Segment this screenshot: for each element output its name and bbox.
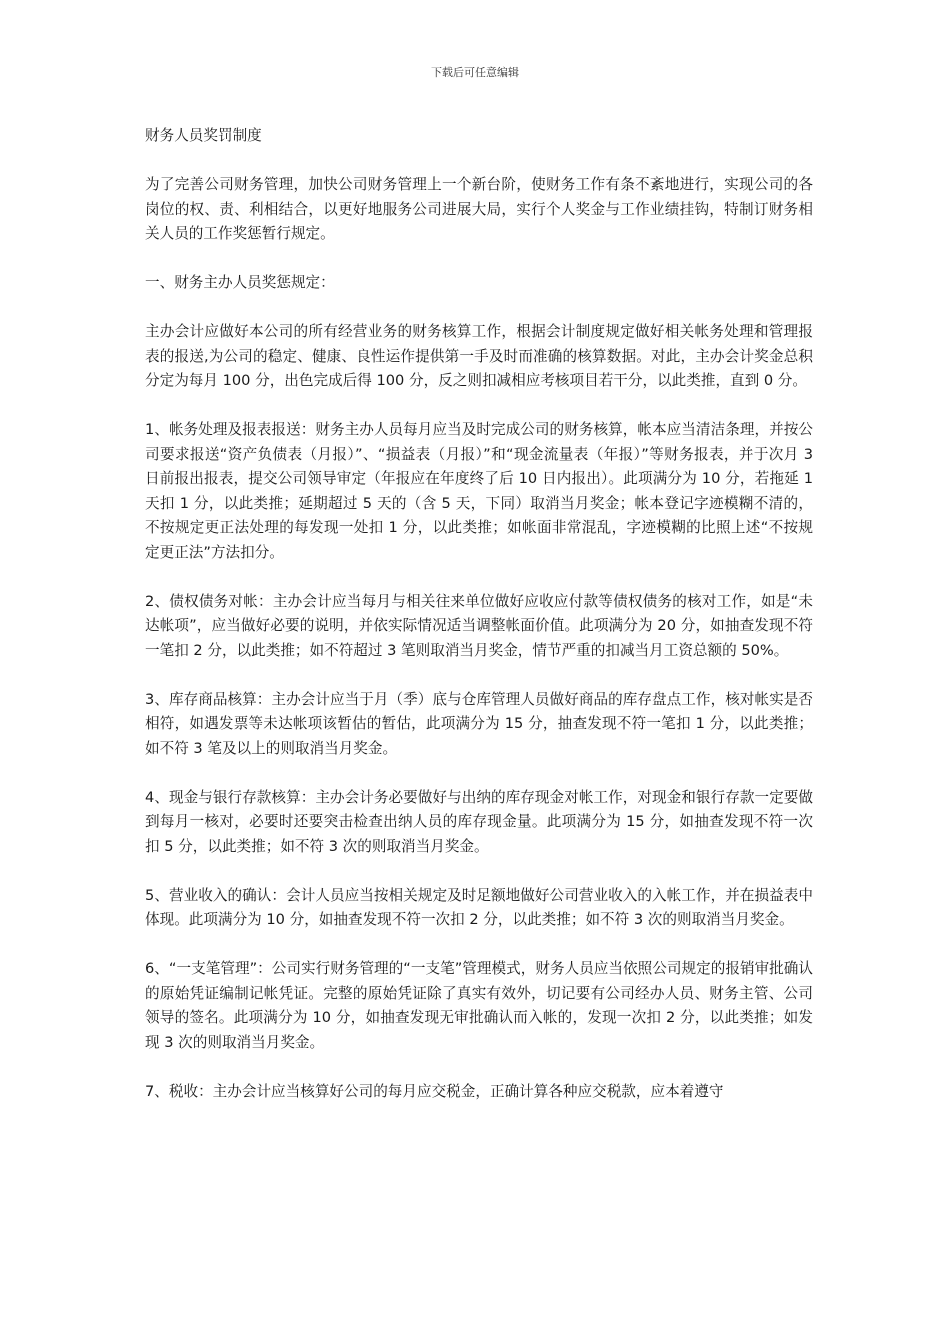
paragraph-item-3: 3、库存商品核算：主办会计应当于月（季）底与仓库管理人员做好商品的库存盘点工作，核对帐实是否相符，如遇发票等未达帐项该暂估的暂估，此项满分为 15 分，抽查发现不符一笔扣 1 分，以此类推；如不符 3 笔及以上的则取消当月奖金。 bbox=[145, 690, 813, 757]
section-heading-1: 一、财务主办人员奖惩规定： bbox=[145, 274, 335, 291]
paragraph-item-5: 5、营业收入的确认：会计人员应当按相关规定及时足额地做好公司营业收入的入帐工作，并在损益表中体现。此项满分为 10 分，如抽查发现不符一次扣 2 分，以此类推；如不符 3 次的则取消当月奖金。 bbox=[145, 886, 813, 928]
paragraph-item-2: 2、债权债务对帐：主办会计应当每月与相关往来单位做好应收应付款等债权债务的核对工作，如是“未达帐项”，应当做好必要的说明，并依实际情况适当调整帐面价值。此项满分为 20 分，如抽查发现不符一笔扣 2 分，以此类推；如不符超过 3 笔则取消当月奖金，情节严重的扣减当月工资总额的 50%。 bbox=[145, 592, 813, 659]
paragraph-item-7: 7、税收：主办会计应当核算好公司的每月应交税金，正确计算各种应交税款，应本着遵守 bbox=[145, 1082, 724, 1100]
page-header-note: 下载后可任意编辑 bbox=[431, 66, 519, 79]
document-title: 财务人员奖罚制度 bbox=[145, 127, 262, 144]
paragraph-overview: 主办会计应做好本公司的所有经营业务的财务核算工作，根据会计制度规定做好相关帐务处理和管理报表的报送,为公司的稳定、健康、良性运作提供第一手及时而准确的核算数据。对此，主办会计奖金总积分定为每月 100 分，出色完成后得 100 分，反之则扣减相应考核项目若干分，以此类推，直到 0 分。 bbox=[145, 323, 813, 389]
paragraph-intro: 为了完善公司财务管理，加快公司财务管理上一个新台阶，使财务工作有条不紊地进行，实现公司的各岗位的权、责、利相结合，以更好地服务公司进展大局，实行个人奖金与工作业绩挂钩，特制订财务相关人员的工作奖惩暂行规定。 bbox=[145, 176, 813, 242]
paragraph-item-6: 6、“一支笔管理”：公司实行财务管理的“一支笔”管理模式，财务人员应当依照公司规定的报销审批确认的原始凭证编制记帐凭证。完整的原始凭证除了真实有效外，切记要有公司经办人员、财务主管、公司领导的签名。此项满分为 10 分，如抽查发现无审批确认而入帐的，发现一次扣 2 分，以此类推；如发现 3 次的则取消当月奖金。 bbox=[145, 960, 813, 1051]
document-body bbox=[145, 124, 813, 1129]
paragraph-item-4: 4、现金与银行存款核算：主办会计务必要做好与出纳的库存现金对帐工作，对现金和银行存款一定要做到每月一核对，必要时还要突击检查出纳人员的库存现金量。此项满分为 15 分，如抽查发现不符一次扣 5 分，以此类推；如不符 3 次的则取消当月奖金。 bbox=[145, 788, 813, 855]
paragraph-item-1: 1、帐务处理及报表报送：财务主办人员每月应当及时完成公司的财务核算，帐本应当清洁条理，并按公司要求报送“资产负债表（月报）”、“损益表（月报）”和“现金流量表（年报）”等财务报表，并于次月 3 日前报出报表，提交公司领导审定（年报应在年度终了后 10 日内报出）。此项满分为 10 分，若拖延 1 天扣 1 分，以此类推；延期超过 5 天的（含 5 天，下同）取消当月奖金；帐本登记字迹模糊不清的，不按规定更正法处理的每发现一处扣 1 分，以此类推；如帐面非常混乱，字迹模糊的比照上述“不按规定更正法”方法扣分。 bbox=[145, 421, 813, 561]
